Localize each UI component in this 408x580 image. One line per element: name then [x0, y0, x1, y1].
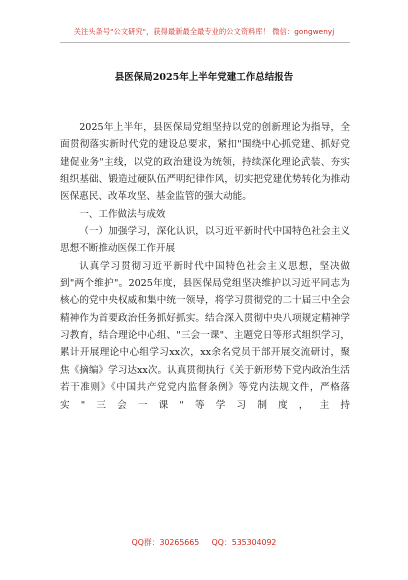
document-body — [60, 119, 350, 414]
section-heading: 一、工作做法与成效 — [79, 208, 166, 220]
footer-contact — [0, 537, 408, 548]
subsection-heading: （一）加强学习，深化认识，以习近平新时代中国特色社会主义思想不断推动医保工作开展 — [60, 226, 350, 255]
body-paragraph: 认真学习贯彻习近平新时代中国特色社会主义思想，坚决做到"两个维护"。2025年度，县医保局党组坚决维护以习近平同志为核心的党中央权威和集中统一领导，将学习贯彻党的二十届三中全会精神作为首要政治任务抓好抓实。结合深入贯彻中央八项规定精神学习教育，结合理论中心组、"三会一课"、主题党日等形式组织学习，累计开展理论中心组学习xx次，xx余名党员干部开展交流研讨，聚焦《摘编》学习达xx次。认真贯彻执行《关于新形势下党内政治生活若干准则》《中国共产党党内监督条例》等党内法规文件，严格落实"三会一课"等学习制度，主持 — [60, 260, 350, 411]
intro-paragraph: 2025年上半年，县医保局党组坚持以党的创新理论为指导，全面贯彻落实新时代党的建设总要求，紧扣"围绕中心抓党建、抓好党建促业务"主线，以党的政治建设为统领，持续深化理论武装、夯实组织基础、锻造过硬队伍严明纪律作风，切实把党建优势转化为推动医保惠民、改革攻坚、基金监管的强大动能。 — [60, 122, 350, 203]
footer-qq: QQ：535304092 — [211, 538, 277, 547]
footer-qq-group: QQ群：30265665 — [131, 538, 200, 547]
document-title: 县医保局2025年上半年党建工作总结报告 — [114, 72, 294, 83]
header-banner: 关注头条号"公文研究"，获得最新最全最专业的公文资料库！ 微信：gongwenyj — [73, 27, 335, 36]
header-divider — [60, 42, 350, 43]
